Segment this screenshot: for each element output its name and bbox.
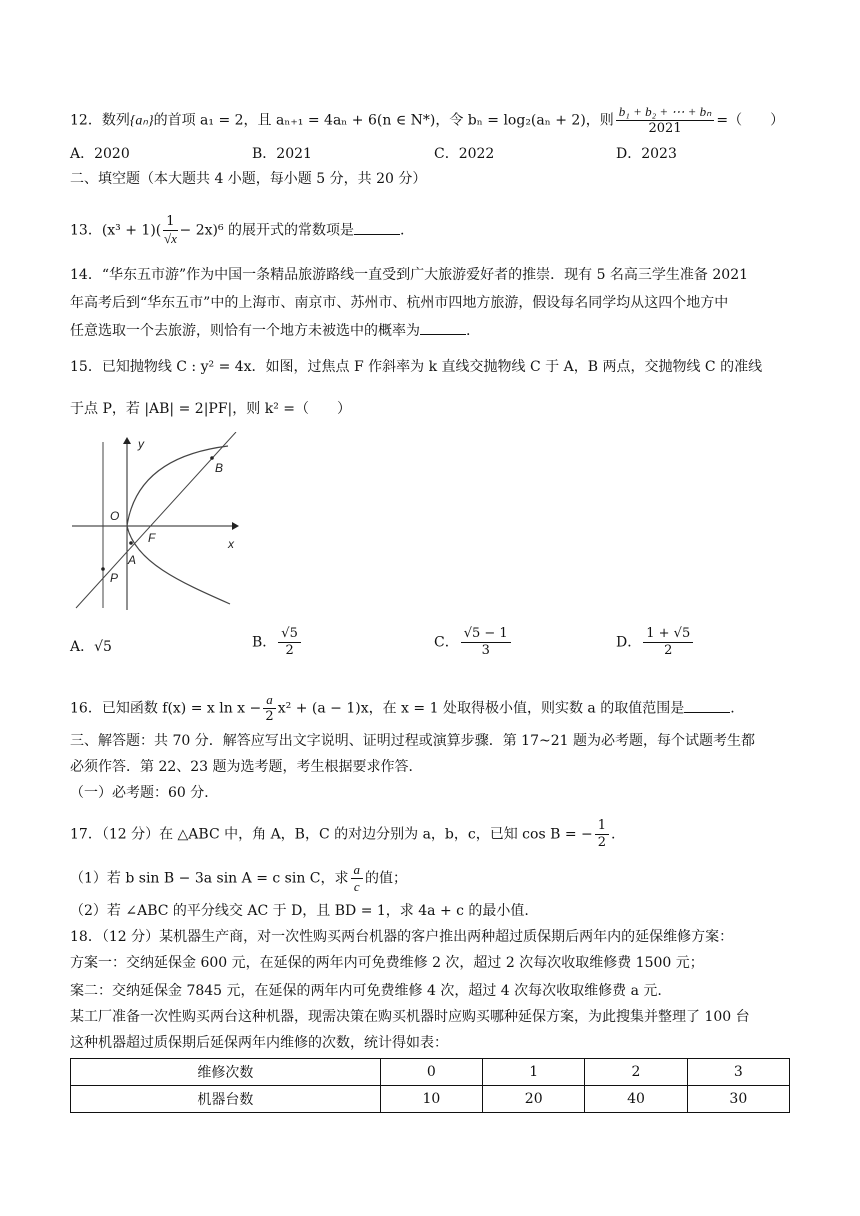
q12-choice-a[interactable]: A．2020: [70, 146, 130, 162]
question-13: 13．(x³ + 1)( $\frac{1}{√x}$ − 2x)⁶ 的展开式的常数项是 .: [70, 214, 405, 246]
q15-choices: [70, 626, 800, 670]
table-cell: 0: [380, 1059, 482, 1086]
label-x: x: [228, 537, 234, 551]
question-17: 17．（12 分）在 △ABC 中，角 A，B，C 的对边分别为 a，b，c，已知 cos B = − $\frac{1}{2}$ .: [70, 818, 616, 850]
question-15-line-1: 15．已知抛物线 C : y² = 4x．如图，过焦点 F 作斜率为 k 直线交抛物线 C 于 A，B 两点，交抛物线 C 的准线: [70, 359, 763, 375]
table-row: [71, 1059, 790, 1086]
q13-fraction: $\frac{1}{√x}$: [163, 214, 177, 246]
question-14-line-3: 任意选取一个去旅游，则恰有一个地方未被选中的概率为 .: [70, 323, 471, 339]
question-16: 16．已知函数 f(x) = x ln x − $\frac{a}{2}$ x² + (a − 1)x，在 x = 1 处取得极小值，则实数 a 的取值范围是 .: [70, 692, 735, 724]
q12-choice-d[interactable]: D．2023: [616, 146, 677, 162]
label-y: y: [138, 437, 144, 451]
table-header-cell: 机器台数: [71, 1086, 381, 1113]
label-a: A: [128, 553, 137, 567]
table-cell: 20: [483, 1086, 585, 1113]
label-p: P: [110, 571, 119, 585]
q16-fraction: $\frac{a}{2}$: [263, 692, 276, 725]
question-12: 12．数列{aₙ}的首项 a₁ = 2，且 aₙ₊₁ = 4aₙ + 6(n ∈ N*)，令 bₙ = log₂(aₙ + 2)，则 $\frac{\text{b₁ + b₂ + ⋯ + bₙ}}{2021}$ =（ ）: [70, 104, 785, 136]
table-cell: 30: [687, 1086, 789, 1113]
table-header-cell: 维修次数: [71, 1059, 381, 1086]
question-14-line-1: 14．“华东五市游”作为中国一条精品旅游路线一直受到广大旅游爱好者的推崇．现有 5 名高三学生准备 2021: [70, 267, 749, 283]
q12-choices: [70, 143, 800, 165]
table-cell: 2: [585, 1059, 687, 1086]
q15-choice-c[interactable]: C． $\frac{√5 - 1}{3}$: [434, 626, 513, 659]
q15-choice-a[interactable]: A．√5: [70, 639, 112, 655]
question-17-part-2: （2）若 ∠ABC 的平分线交 AC 于 D，且 BD = 1，求 4a + c 的最小值.: [70, 903, 529, 919]
point-p: [101, 567, 105, 571]
question-18-line-5: 这种机器超过质保期后延保两年内维修的次数，统计得如表：: [70, 1035, 448, 1051]
q12-fraction: $\frac{\text{b₁ + b₂ + ⋯ + bₙ}}{2021}$: [616, 104, 715, 137]
label-f: F: [148, 531, 156, 545]
q12-choice-b[interactable]: B．2021: [252, 146, 312, 162]
question-18-line-1: 18．（12 分）某机器生产商，对一次性购买两台机器的客户推出两种超过质保期后两年内的延保维修方案：: [70, 929, 734, 945]
section-3-line-2: 必须作答．第 22、23 题为选考题，考生根据要求作答．: [70, 759, 423, 775]
section-3-line-1: 三、解答题：共 70 分．解答应写出文字说明、证明过程或演算步骤．第 17~21 题为必考题，每个试题考生都: [70, 733, 755, 749]
question-18-line-4: 某工厂准备一次性购买两台这种机器，现需决策在购买机器时应购买哪种延保方案，为此搜集并整理了 100 台: [70, 1009, 750, 1025]
table-cell: 3: [687, 1059, 789, 1086]
repair-count-table: [70, 1058, 790, 1113]
parabola-figure: [70, 432, 245, 612]
required-heading: （一）必考题：60 分．: [70, 785, 219, 801]
question-15-line-2: 于点 P，若 |AB| = 2|PF|，则 k² =（ ）: [70, 401, 351, 417]
q15-choice-d[interactable]: D． $\frac{1 + √5}{2}$: [616, 626, 695, 659]
point-b: [210, 456, 214, 460]
table-cell: 1: [483, 1059, 585, 1086]
question-18-line-3: 案二：交纳延保金 7845 元，在延保的两年内可免费维修 4 次，超过 4 次每次收取维修费 a 元.: [70, 983, 662, 999]
q13-answer-blank[interactable]: [354, 222, 400, 235]
q15-choice-b[interactable]: B． $\frac{√5}{2}$: [252, 626, 303, 659]
q17-fraction: $\frac{1}{2}$: [595, 818, 609, 851]
q17-part-1-fraction: $\frac{a}{c}$: [351, 862, 364, 895]
q14-answer-blank[interactable]: [420, 322, 466, 335]
table-row: [71, 1086, 790, 1113]
table-cell: 10: [380, 1086, 482, 1113]
question-18-line-2: 方案一：交纳延保金 600 元，在延保的两年内可免费维修 2 次，超过 2 次每次收取维修费 1500 元；: [70, 955, 704, 971]
question-14-line-2: 年高考后到“华东五市”中的上海市、南京市、苏州市、杭州市四地方旅游，假设每名同学均从这四个地方中: [70, 295, 729, 311]
label-o: O: [110, 509, 120, 523]
question-17-part-1: （1）若 b sin B − 3a sin A = c sin C，求 $\frac{a}{c}$ 的值；: [70, 862, 408, 894]
label-b: B: [215, 461, 224, 475]
table-cell: 40: [585, 1086, 687, 1113]
section-2-heading: 二、填空题（本大题共 4 小题，每小题 5 分，共 20 分）: [70, 171, 427, 187]
q12-choice-c[interactable]: C．2022: [434, 146, 495, 162]
point-a: [129, 541, 133, 545]
q16-answer-blank[interactable]: [684, 700, 730, 713]
